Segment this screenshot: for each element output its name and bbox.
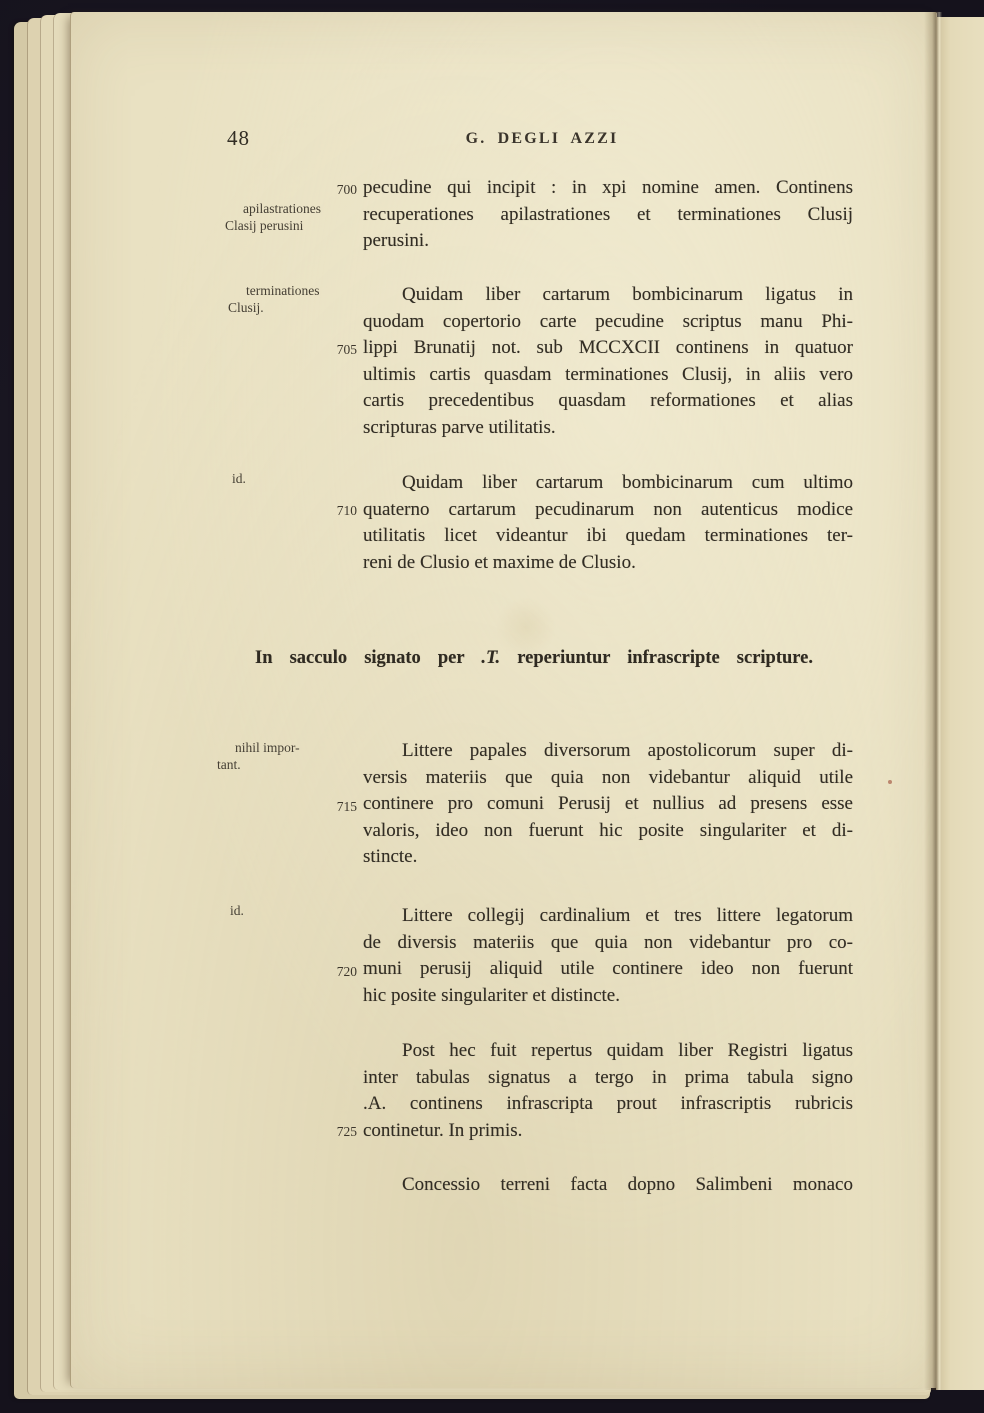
text-line: lippi Brunatij not. sub MCCXCII continens in quatuor [363,337,853,359]
page-gutter-shadow [924,12,942,1390]
text-line: utilitatis licet videantur ibi quedam terminationes ter- [363,525,853,547]
margin-note-line: tant. [217,757,241,772]
margin-note-line: nihil impor- [235,740,300,755]
text-line: Quidam liber cartarum bombicinarum ligatus in [402,284,853,305]
paragraph [363,1038,853,1144]
line-number: 720 [336,964,357,979]
line-number: 705 [336,342,357,357]
heading-text: In sacculo signato per [255,648,482,668]
text-line: valoris, ideo non fuerunt hic posite singulariter et di- [363,819,853,841]
text-line: muni perusij aliquid utile continere ideo non fuerunt [363,958,853,980]
text-line: inter tabulas signatus a tergo in prima tabula signo [363,1066,853,1088]
margin-note [232,470,372,487]
text-line: Littere collegij cardinalium et tres littere legatorum [402,905,853,926]
margin-note-line: Clasij perusini [225,218,304,233]
text-line: de diversis materiis que quia non videbantur pro co- [363,931,853,953]
margin-note-line: id. [230,903,244,918]
text-line: Quidam liber cartarum bombicinarum cum ultimo [402,472,853,493]
margin-note-line: terminationes [246,283,320,298]
text-line: quodam copertorio carte pecudine scriptus manu Phi- [363,310,853,332]
line-number: 715 [336,799,357,814]
text-line: Post hec fuit repertus quidam liber Registri ligatus [402,1040,853,1061]
text-line: pecudine qui incipit : in xpi nomine amen. Continens [363,177,853,198]
text-line: ultimis cartis quasdam terminationes Clusij, in aliis vero [363,363,853,385]
text-line: cartis precedentibus quasdam reformationes et alias [363,390,853,412]
text-line: .A. continens infrascripta prout infrascriptis rubricis [363,1093,853,1115]
page-number: 48 [227,126,250,150]
margin-note-line: Clusij. [228,300,264,315]
paragraph [363,282,853,441]
line-number: 700 [336,182,357,197]
heading-text: reperiuntur infrascripte scripture. [500,648,813,668]
margin-note-line: id. [232,471,246,486]
text-line: Concessio terreni facta dopno Salimbeni monaco [402,1174,853,1195]
margin-note [228,282,368,316]
margin-note [225,200,365,234]
margin-note-line: apilastrationes [243,201,321,216]
text-line: hic posite singulariter et distincte. [363,984,620,1006]
paragraph [363,175,853,255]
margin-note [230,902,370,919]
facing-page-edge [936,17,984,1390]
heading-signature: .T. [481,648,501,668]
text-line: stincte. [363,846,418,868]
text-line: versis materiis que quia non videbantur aliquid utile [363,766,853,788]
paragraph [363,903,853,1009]
paper-speck [888,780,892,784]
margin-note [217,739,357,773]
line-number: 725 [336,1124,357,1139]
paragraph [363,470,853,576]
text-line: perusini. [363,230,429,252]
line-number: 710 [336,503,357,518]
text-line: scripturas parve utilitatis. [363,416,556,438]
paragraph [363,738,853,871]
text-line: continere pro comuni Perusij et nullius ad presens esse [363,793,853,815]
text-line: quaterno cartarum pecudinarum non autenticus modice [363,498,853,520]
text-line: reni de Clusio et maxime de Clusio. [363,551,636,573]
text-line: recuperationes apilastrationes et terminationes Clusij [363,203,853,225]
paragraph [363,1172,853,1199]
running-header: G. DEGLI AZZI [465,130,619,147]
text-line: Littere papales diversorum apostolicorum super di- [402,740,853,761]
section-heading [255,645,813,671]
text-line: continetur. In primis. [363,1119,523,1141]
